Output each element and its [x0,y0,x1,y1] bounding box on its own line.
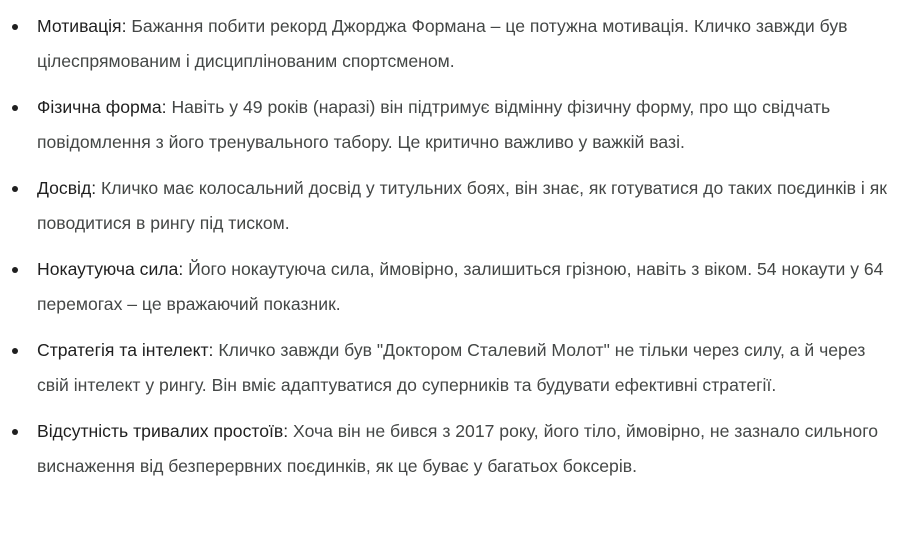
bullet-icon [12,429,18,435]
bullet-icon [12,348,18,354]
list-item-knockout-power [0,252,908,322]
bullet-list [0,9,908,495]
item-description: Хоча він не бився з 2017 року, його тіло, ймовірно, не зазнало сильного виснаження від безперервних поєдинків, як це буває у багатьох боксерів. [37,421,879,476]
item-term: Досвід: [37,178,101,198]
list-item-experience [0,171,908,241]
list-item-motivation [0,9,908,79]
item-description: Навіть у 49 років (наразі) він підтримує відмінну фізичну форму, про що свідчать повідомлення з його тренувального табору. Це критично важливо у важкій вазі. [37,97,831,152]
item-description: Кличко завжди був "Доктором Сталевий Молот" не тільки через силу, а й через свій інтелект у рингу. Він вміє адаптуватися до суперників та будувати ефективні стратегії. [37,340,866,395]
bullet-icon [12,267,18,273]
list-item-no-downtime [0,414,908,484]
list-item-strategy [0,333,908,403]
bullet-icon [12,24,18,30]
bullet-icon [12,186,18,192]
item-term: Стратегія та інтелект: [37,340,219,360]
item-description: Його нокаутуюча сила, ймовірно, залишиться грізною, навіть з віком. 54 нокаути у 64 перемогах – це вражаючий показник. [37,259,884,314]
bullet-icon [12,105,18,111]
item-term: Нокаутуюча сила: [37,259,189,279]
item-term: Мотивація: [37,16,132,36]
list-item-physical-form [0,90,908,160]
item-description: Бажання побити рекорд Джорджа Формана – це потужна мотивація. Кличко завжди був цілеспрямованим і дисциплінованим спортсменом. [37,16,848,71]
item-term: Фізична форма: [37,97,172,117]
item-term: Відсутність тривалих простоїв: [37,421,294,441]
item-description: Кличко має колосальний досвід у титульних боях, він знає, як готуватися до таких поєдинків і як поводитися в рингу під тиском. [37,178,887,233]
